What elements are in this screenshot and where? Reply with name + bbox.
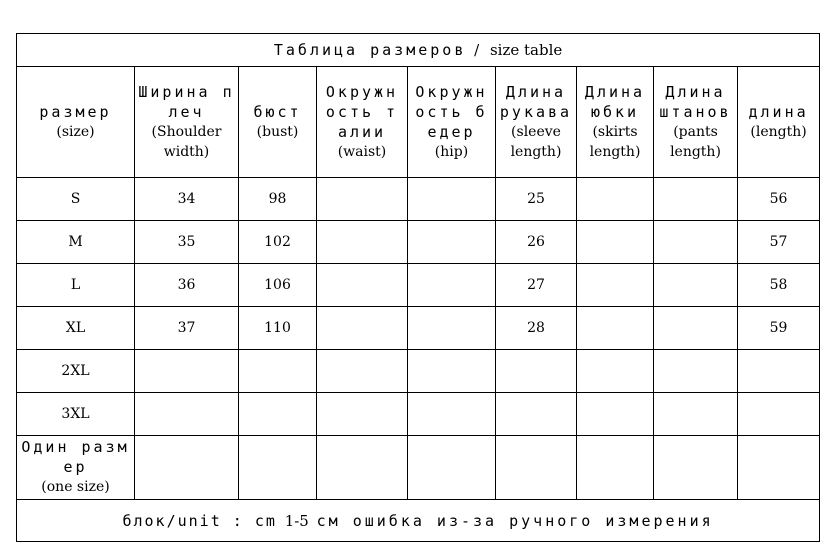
table-row (17, 221, 820, 264)
cell-sleeve: 28 (496, 306, 577, 349)
header-skirt-length-ru: Длина юбки (584, 82, 646, 121)
table-row (17, 178, 820, 221)
cell-empty (738, 435, 820, 499)
table-row (17, 392, 820, 435)
header-shoulder-width-en: (Shoulder width) (151, 123, 222, 160)
footer-note (17, 500, 820, 542)
cell-waist (317, 178, 408, 221)
cell-waist (317, 263, 408, 306)
cell-sleeve (496, 392, 577, 435)
header-skirt-length-en: (skirts length) (589, 123, 641, 160)
cell-sleeve: 26 (496, 221, 577, 264)
header-shoulder-width (135, 66, 239, 177)
header-sleeve-length-en: (sleeve length) (510, 123, 562, 160)
table-row-one-size (17, 435, 820, 499)
cell-pants (654, 349, 738, 392)
cell-skirt (577, 263, 654, 306)
header-bust (239, 66, 317, 177)
table-title-ru: Таблица размеров (273, 40, 467, 59)
header-bust-en: (bust) (256, 123, 299, 140)
header-pants-length-en: (pants length) (670, 123, 721, 160)
cell-hip (408, 392, 496, 435)
header-pants-length (654, 66, 738, 177)
cell-shoulder: 36 (135, 263, 239, 306)
one-size-ru: Один размер (21, 438, 130, 477)
table-title-separator: / (466, 40, 490, 59)
cell-size: XL (17, 306, 135, 349)
cell-bust: 98 (239, 178, 317, 221)
cell-empty (317, 435, 408, 499)
cell-pants (654, 221, 738, 264)
cell-sleeve (496, 349, 577, 392)
cell-skirt (577, 221, 654, 264)
cell-skirt (577, 349, 654, 392)
footer-error-text: см ошибка из-за ручного измерения (316, 511, 714, 530)
cell-length: 57 (738, 221, 820, 264)
cell-hip (408, 349, 496, 392)
cell-shoulder (135, 349, 239, 392)
header-hip (408, 66, 496, 177)
header-sleeve-length (496, 66, 577, 177)
cell-size: 3XL (17, 392, 135, 435)
cell-empty (408, 435, 496, 499)
cell-empty (577, 435, 654, 499)
cell-skirt (577, 392, 654, 435)
header-bust-ru: бюст (253, 102, 302, 121)
cell-shoulder: 35 (135, 221, 239, 264)
cell-pants (654, 178, 738, 221)
cell-skirt (577, 306, 654, 349)
cell-waist (317, 221, 408, 264)
cell-length (738, 392, 820, 435)
cell-size: L (17, 263, 135, 306)
cell-empty (654, 435, 738, 499)
cell-bust: 106 (239, 263, 317, 306)
header-shoulder-width-ru: Ширина плеч (138, 82, 235, 121)
cell-waist (317, 306, 408, 349)
cell-hip (408, 221, 496, 264)
size-table (16, 33, 820, 542)
table-row (17, 306, 820, 349)
header-skirt-length (577, 66, 654, 177)
cell-bust: 110 (239, 306, 317, 349)
header-length-ru: длина (748, 102, 809, 121)
cell-empty (496, 435, 577, 499)
footer-error-range: 1-5 (284, 511, 309, 530)
cell-waist (317, 349, 408, 392)
cell-shoulder (135, 392, 239, 435)
table-row (17, 263, 820, 306)
cell-length: 56 (738, 178, 820, 221)
cell-length: 59 (738, 306, 820, 349)
header-pants-length-ru: Длина штанов (659, 82, 732, 121)
footer-row (17, 500, 820, 542)
title-row (17, 34, 820, 67)
cell-hip (408, 178, 496, 221)
header-row (17, 66, 820, 177)
cell-size: S (17, 178, 135, 221)
header-hip-ru: Окружность бедер (415, 82, 488, 141)
cell-empty (135, 435, 239, 499)
cell-empty (239, 435, 317, 499)
cell-bust (239, 349, 317, 392)
cell-bust (239, 392, 317, 435)
table-row (17, 349, 820, 392)
one-size-en: (one size) (41, 479, 110, 496)
header-size-en: (size) (56, 123, 95, 140)
footer-unit: блок/unit : cm (122, 511, 277, 530)
cell-sleeve: 27 (496, 263, 577, 306)
cell-sleeve: 25 (496, 178, 577, 221)
cell-size: 2XL (17, 349, 135, 392)
header-length (738, 66, 820, 177)
header-waist-en: (waist) (337, 143, 387, 160)
table-title (17, 34, 820, 67)
header-waist-ru: Окружность талии (325, 82, 399, 141)
cell-bust: 102 (239, 221, 317, 264)
cell-shoulder: 34 (135, 178, 239, 221)
cell-hip (408, 263, 496, 306)
cell-pants (654, 263, 738, 306)
header-length-en: (length) (750, 123, 807, 140)
header-size-ru: размер (39, 102, 112, 121)
header-size (17, 66, 135, 177)
cell-skirt (577, 178, 654, 221)
table-title-en: size table (489, 40, 563, 59)
cell-pants (654, 306, 738, 349)
cell-waist (317, 392, 408, 435)
cell-one-size (17, 435, 135, 499)
cell-pants (654, 392, 738, 435)
header-hip-en: (hip) (434, 143, 469, 160)
cell-shoulder: 37 (135, 306, 239, 349)
header-sleeve-length-ru: Длина рукава (499, 82, 573, 121)
cell-length: 58 (738, 263, 820, 306)
cell-size: M (17, 221, 135, 264)
cell-length (738, 349, 820, 392)
header-waist (317, 66, 408, 177)
cell-hip (408, 306, 496, 349)
